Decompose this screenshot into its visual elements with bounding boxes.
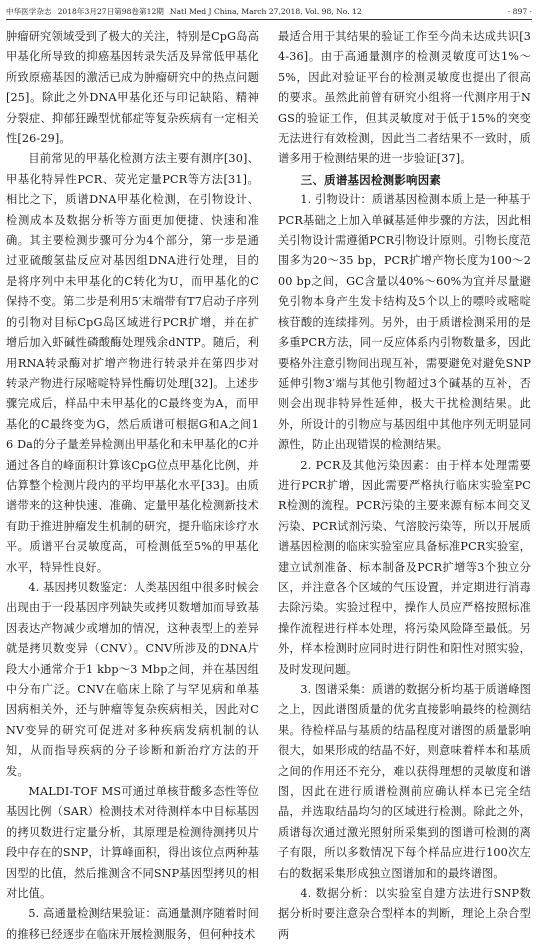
header-left (6, 6, 368, 17)
header-rule (6, 19, 532, 20)
section-heading: 三、质谱基因检测影响因素 (300, 172, 442, 187)
body-paragraph: 5. 高通量检测结果验证：高通量测序随着时间的推移已经逐步在临床开展检测服务，但何种技术 (6, 907, 259, 941)
body-paragraph: 1. 引物设计：质谱基因检测本质上是一种基于PCR基础之上加入单碱基延伸步骤的方法，因此相关引物设计需遵循PCR引物设计原则。引物长度范围多为20～35 bp，PCR扩增产物长度为100～200 bp之间，GC含量以40%～60%为宜并尽量避免引物本身产生发卡结构及5个以上的嘌呤或嘧啶核苷酸的连续排列。另外，由于质谱检测采用的是多重PCR方法，同一反应体系内引物数量多，因此要格外注意引物间出现互补，需要避免对避免SNP延伸引物3′端与其他引物超过3个碱基的互补，否则会出现非特异性延伸，极大干扰检测结果。此外，所设计的引物应与基因组中其他序列无明显同源性，防止出现错误的检测结果。 (278, 193, 531, 452)
body-paragraph: 最适合用于其结果的验证工作至今尚未达成共识[34-36]。由于高通量测序的检测灵敏度可达1%～5%，因此对验证平台的检测灵敏度也提出了很高的要求。虽然此前曾有研究小组将一代测序用于NGS的验证工作，但其灵敏度对于低于15%的突变无法进行有效检测，因此当二者结果不一致时，质谱多用于检测结果的进一步验证[37]。 (278, 30, 531, 166)
right-column (278, 27, 531, 941)
body-paragraph: MALDI-TOF MS可通过单核苷酸多态性等位基因比例（SAR）检测技术对待测样本中目标基因的拷贝数进行定量分析，其原理是检测待测拷贝片段中存在的SNP，计算峰面积，得出该位点两种基因型的比值，然后推测含不同SNP基因型拷贝的相对比值。 (6, 785, 259, 901)
body-paragraph: 4. 基因拷贝数鉴定：人类基因组中很多时候会出现由于一段基因序列缺失或拷贝数增加而导致基因表达产物减少或增加的情况，这种表型上的差异就是拷贝数变异（CNV）。CNV所涉及的DNA片段大小通常介于1 kbp～3 Mbp之间，并在基因组中分布广泛。CNV在临床上除了与罕见病和单基因病相关外，还与肿瘤等复杂疾病相关，因此对CNV变异的研究可促进对多种疾病发病机制的认知，从而指导疾病的分子诊断和新治疗方法的开发。 (6, 580, 259, 778)
body-paragraph: 目前常见的甲基化检测方法主要有测序[30]、甲基化特异性PCR、荧光定量PCR等方法[31]。相比之下，质谱DNA甲基化检测，在引物设计、检测成本及数据分析等方面更加便捷、快速和准确。其主要检测步骤可分为4个部分，第一步是通过亚硫酸氢盐反应对基因组DNA进行处理，目的是将序列中未甲基化的C转化为U，而甲基化的C保持不变。第二步是利用5′末端带有T7启动子序列的引物对目标CpG岛区域进行PCR扩增，并在扩增后加入虾碱性磷酸酶处理残余dNTP。随后，利用RNA转录酶对扩增产物进行转录并在第四步对转录产物进行尿嘧啶特异性酶切处理[32]。上述步骤完成后，样品中未甲基化的C最终变为A，而甲基化的C最终变为G，然后质谱可根据G和A之间16 Da的分子量差异检测出甲基化和未甲基化的C并通过各自的峰面积计算该CpG位点甲基化比例，并估算整个检测片段内的平均甲基化水平[33]。由质谱带来的这种快速、准确、定量甲基化检测新技术有助于推进肿瘤发生机制的研究，提升临床诊疗水平。质谱平台灵敏度高，可检测低至5%的甲基化水平，特异性良好。 (6, 152, 259, 574)
journal-name-en: Natl Med J China, March 27,2018, Vol. 98, No. 12 (169, 6, 362, 16)
body-paragraph: 4. 数据分析：以实验室自建方法进行SNP数据分析时要注意杂合型样本的判断，理论上杂合型两 (278, 887, 531, 941)
journal-name-cn: 中华医学杂志 (6, 6, 52, 16)
running-header (6, 4, 532, 18)
page-number: · 897 · (507, 6, 532, 16)
body-paragraph: 2. PCR及其他污染因素：由于样本处理需要进行PCR扩增，因此需要严格执行临床实验室PCR检测的流程。PCR污染的主要来源有标本间交叉污染、PCR试剂污染、气溶胶污染等，所以开展质谱基因检测的临床实验室应具备标准PCR实验室，建立试剂准备、标本制备及PCR扩增等3个独立分区，并注意各个区域的气压设置，并定期进行消毒去除污染。实验过程中，操作人员应严格按照标准操作流程进行样本处理，将污染风险降至最低。另外，样本检测时应同时进行阴性和阳性对照实验，及时发现问题。 (278, 458, 531, 676)
body-paragraph: 肿瘤研究领域受到了极大的关注，特别是CpG岛高甲基化所导致的抑癌基因转录失活及异常低甲基化所致原癌基因的激活已成为肿瘤研究中的热点问题[25]。除此之外DNA甲基化还与印记缺陷、精神分裂症、抑郁狂躁型忧郁症等复杂疾病有一定相关性[26-29]。 (6, 30, 259, 146)
body-paragraph: 3. 图谱采集：质谱的数据分析均基于质谱峰图之上，因此谱图质量的优劣直接影响最终的检测结果。待检样品与基质的结晶程度对谱图的质量影响很大，如果形成的结晶不好，则意味着样本和基质之间的作用还不充分，难以获得理想的灵敏度和谱图，因此在进行质谱检测前应确认样本已完全结晶，并选取结晶均匀的区域进行检测。除此之外，质谱每次通过激光照射所采集到的图谱可检测的离子有限，所以多数情况下每个样品应进行100次左右的数据采集形成独立图谱加和的最终谱图。 (278, 683, 531, 880)
issue-date-cn: 2018年3月27日第98卷第12期 (57, 6, 164, 16)
left-column (6, 27, 259, 941)
